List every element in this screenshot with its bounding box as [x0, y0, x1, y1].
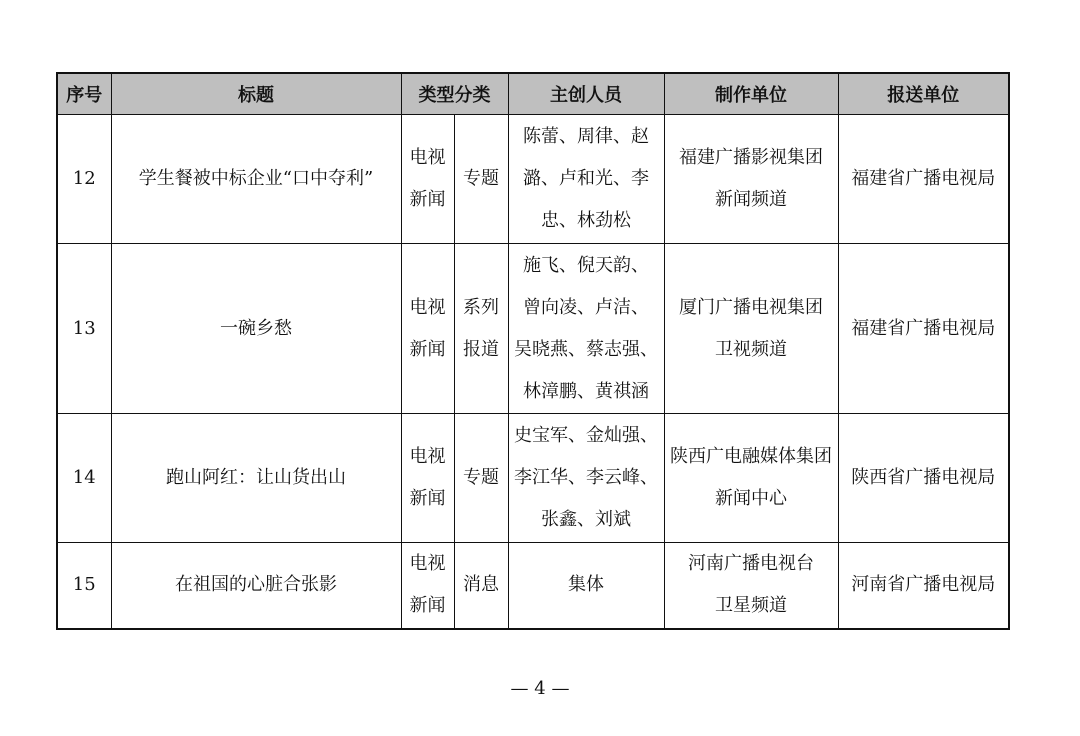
table-header-row	[57, 73, 1009, 115]
row-submitter: 河南省广播电视局	[838, 543, 1009, 629]
row-submitter: 福建省广播电视局	[838, 244, 1009, 414]
row-type-primary: 电视 新闻	[401, 244, 454, 414]
table-row	[57, 414, 1009, 543]
row-index: 15	[57, 543, 111, 629]
row-producer: 陕西广电融媒体集团 新闻中心	[664, 414, 838, 543]
header-creators: 主创人员	[508, 73, 664, 115]
page-number: — 4 —	[510, 678, 570, 699]
row-submitter: 陕西省广播电视局	[838, 414, 1009, 543]
header-index: 序号	[57, 73, 111, 115]
row-creators: 史宝军、金灿强、 李江华、李云峰、 张鑫、刘斌	[508, 414, 664, 543]
row-type-secondary: 系列 报道	[454, 244, 508, 414]
table-row	[57, 244, 1009, 414]
row-type-secondary: 专题	[454, 414, 508, 543]
header-title: 标题	[111, 73, 401, 115]
row-producer: 福建广播影视集团 新闻频道	[664, 115, 838, 244]
row-producer: 厦门广播电视集团 卫视频道	[664, 244, 838, 414]
award-list-table	[56, 72, 1010, 630]
header-category: 类型分类	[401, 73, 508, 115]
row-type-primary: 电视 新闻	[401, 414, 454, 543]
row-type-primary: 电视 新闻	[401, 115, 454, 244]
row-producer: 河南广播电视台 卫星频道	[664, 543, 838, 629]
row-creators: 施飞、倪天韵、 曾向凌、卢洁、 吴晓燕、蔡志强、 林漳鹏、黄祺涵	[508, 244, 664, 414]
table-row	[57, 115, 1009, 244]
row-submitter: 福建省广播电视局	[838, 115, 1009, 244]
header-producer: 制作单位	[664, 73, 838, 115]
row-title: 在祖国的心脏合张影	[111, 543, 401, 629]
row-title: 一碗乡愁	[111, 244, 401, 414]
row-title: 跑山阿红：让山货出山	[111, 414, 401, 543]
header-submitter: 报送单位	[838, 73, 1009, 115]
table-row	[57, 543, 1009, 629]
row-index: 12	[57, 115, 111, 244]
row-index: 13	[57, 244, 111, 414]
row-index: 14	[57, 414, 111, 543]
row-creators: 陈蕾、周律、赵 潞、卢和光、李 忠、林劲松	[508, 115, 664, 244]
row-title: 学生餐被中标企业“口中夺利”	[111, 115, 401, 244]
row-type-primary: 电视 新闻	[401, 543, 454, 629]
row-creators: 集体	[508, 543, 664, 629]
row-type-secondary: 专题	[454, 115, 508, 244]
row-type-secondary: 消息	[454, 543, 508, 629]
